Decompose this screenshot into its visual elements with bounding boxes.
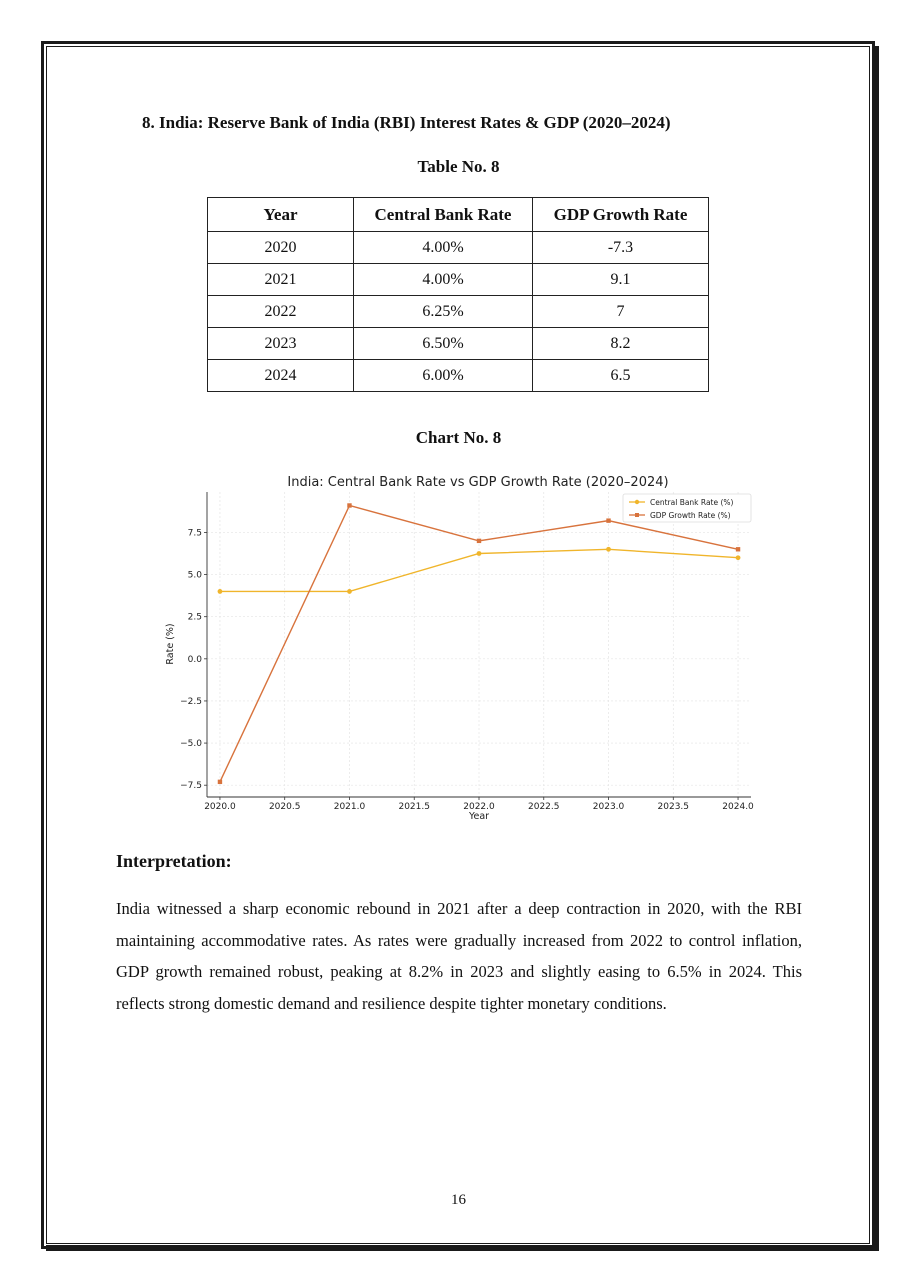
cell-rate: 6.25% bbox=[354, 296, 533, 328]
data-point-central-bank-rate bbox=[736, 555, 741, 560]
data-point-central-bank-rate bbox=[218, 589, 223, 594]
cell-rate: 6.50% bbox=[354, 328, 533, 360]
legend-marker-gdp-growth-rate bbox=[635, 513, 639, 517]
x-tick-label: 2023.5 bbox=[657, 802, 690, 812]
cell-rate: 4.00% bbox=[354, 264, 533, 296]
x-tick-label: 2020.0 bbox=[204, 802, 236, 812]
x-tick-label: 2022.0 bbox=[463, 802, 495, 812]
cell-gdp: 6.5 bbox=[533, 360, 709, 392]
y-tick-label: −2.5 bbox=[180, 696, 202, 707]
cell-year: 2022 bbox=[208, 296, 354, 328]
cell-gdp: 7 bbox=[533, 296, 709, 328]
legend-marker-central-bank-rate bbox=[635, 500, 639, 504]
cell-gdp: 9.1 bbox=[533, 264, 709, 296]
y-tick-label: 0.0 bbox=[187, 654, 202, 665]
y-tick-label: 2.5 bbox=[187, 612, 202, 623]
chart-y-axis-label: Rate (%) bbox=[165, 623, 176, 665]
interpretation-heading: Interpretation: bbox=[116, 851, 232, 871]
data-point-central-bank-rate bbox=[477, 551, 482, 556]
data-point-gdp-growth-rate bbox=[347, 503, 351, 507]
y-tick-label: 5.0 bbox=[187, 570, 202, 581]
y-tick-label: 7.5 bbox=[187, 528, 202, 539]
x-tick-label: 2021.0 bbox=[333, 802, 366, 812]
chart-title: India: Central Bank Rate vs GDP Growth Rate (2020–2024) bbox=[287, 475, 669, 490]
y-tick-label: −7.5 bbox=[180, 781, 202, 792]
data-point-central-bank-rate bbox=[347, 589, 352, 594]
x-tick-label: 2024.0 bbox=[722, 802, 754, 812]
data-point-gdp-growth-rate bbox=[477, 539, 481, 543]
interpretation-paragraph: India witnessed a sharp economic rebound in 2021 after a deep contraction in 2020, with the RBI maintaining accommodative rates. As rates were gradually increased from 2022 to control inflation, GDP growth remained robust, peaking at 8.2% in 2023 and slightly easing to 6.5% in 2024. This reflects strong domestic demand and resilience despite tighter monetary conditions. bbox=[116, 899, 802, 1013]
cell-year: 2024 bbox=[208, 360, 354, 392]
cell-gdp: 8.2 bbox=[533, 328, 709, 360]
cell-rate: 6.00% bbox=[354, 360, 533, 392]
chart-caption: Chart No. 8 bbox=[415, 428, 502, 447]
table-caption: Table No. 8 bbox=[417, 157, 500, 176]
chart-x-axis-label: Year bbox=[468, 811, 490, 822]
y-tick-label: −5.0 bbox=[180, 739, 202, 750]
header-gdp-growth-rate: GDP Growth Rate bbox=[533, 198, 709, 232]
cell-year: 2021 bbox=[208, 264, 354, 296]
section-heading: 8. India: Reserve Bank of India (RBI) Interest Rates & GDP (2020–2024) bbox=[142, 113, 671, 132]
legend-label-central-bank-rate: Central Bank Rate (%) bbox=[650, 498, 734, 507]
x-tick-label: 2020.5 bbox=[268, 802, 301, 812]
cell-rate: 4.00% bbox=[354, 232, 533, 264]
chart-axes bbox=[180, 492, 754, 812]
cell-gdp: -7.3 bbox=[533, 232, 709, 264]
chart-legend bbox=[623, 494, 751, 522]
header-year: Year bbox=[208, 198, 354, 232]
cell-year: 2020 bbox=[208, 232, 354, 264]
chart-grid bbox=[207, 492, 751, 797]
x-tick-label: 2021.5 bbox=[398, 802, 430, 812]
x-tick-label: 2022.5 bbox=[528, 802, 560, 812]
data-point-central-bank-rate bbox=[606, 547, 611, 552]
x-tick-label: 2023.0 bbox=[592, 802, 625, 812]
data-point-gdp-growth-rate bbox=[736, 547, 740, 551]
cell-year: 2023 bbox=[208, 328, 354, 360]
data-point-gdp-growth-rate bbox=[606, 518, 610, 522]
page-number: 16 bbox=[451, 1192, 466, 1208]
data-point-gdp-growth-rate bbox=[218, 780, 222, 784]
legend-label-gdp-growth-rate: GDP Growth Rate (%) bbox=[650, 511, 731, 520]
header-central-bank-rate: Central Bank Rate bbox=[354, 198, 533, 232]
